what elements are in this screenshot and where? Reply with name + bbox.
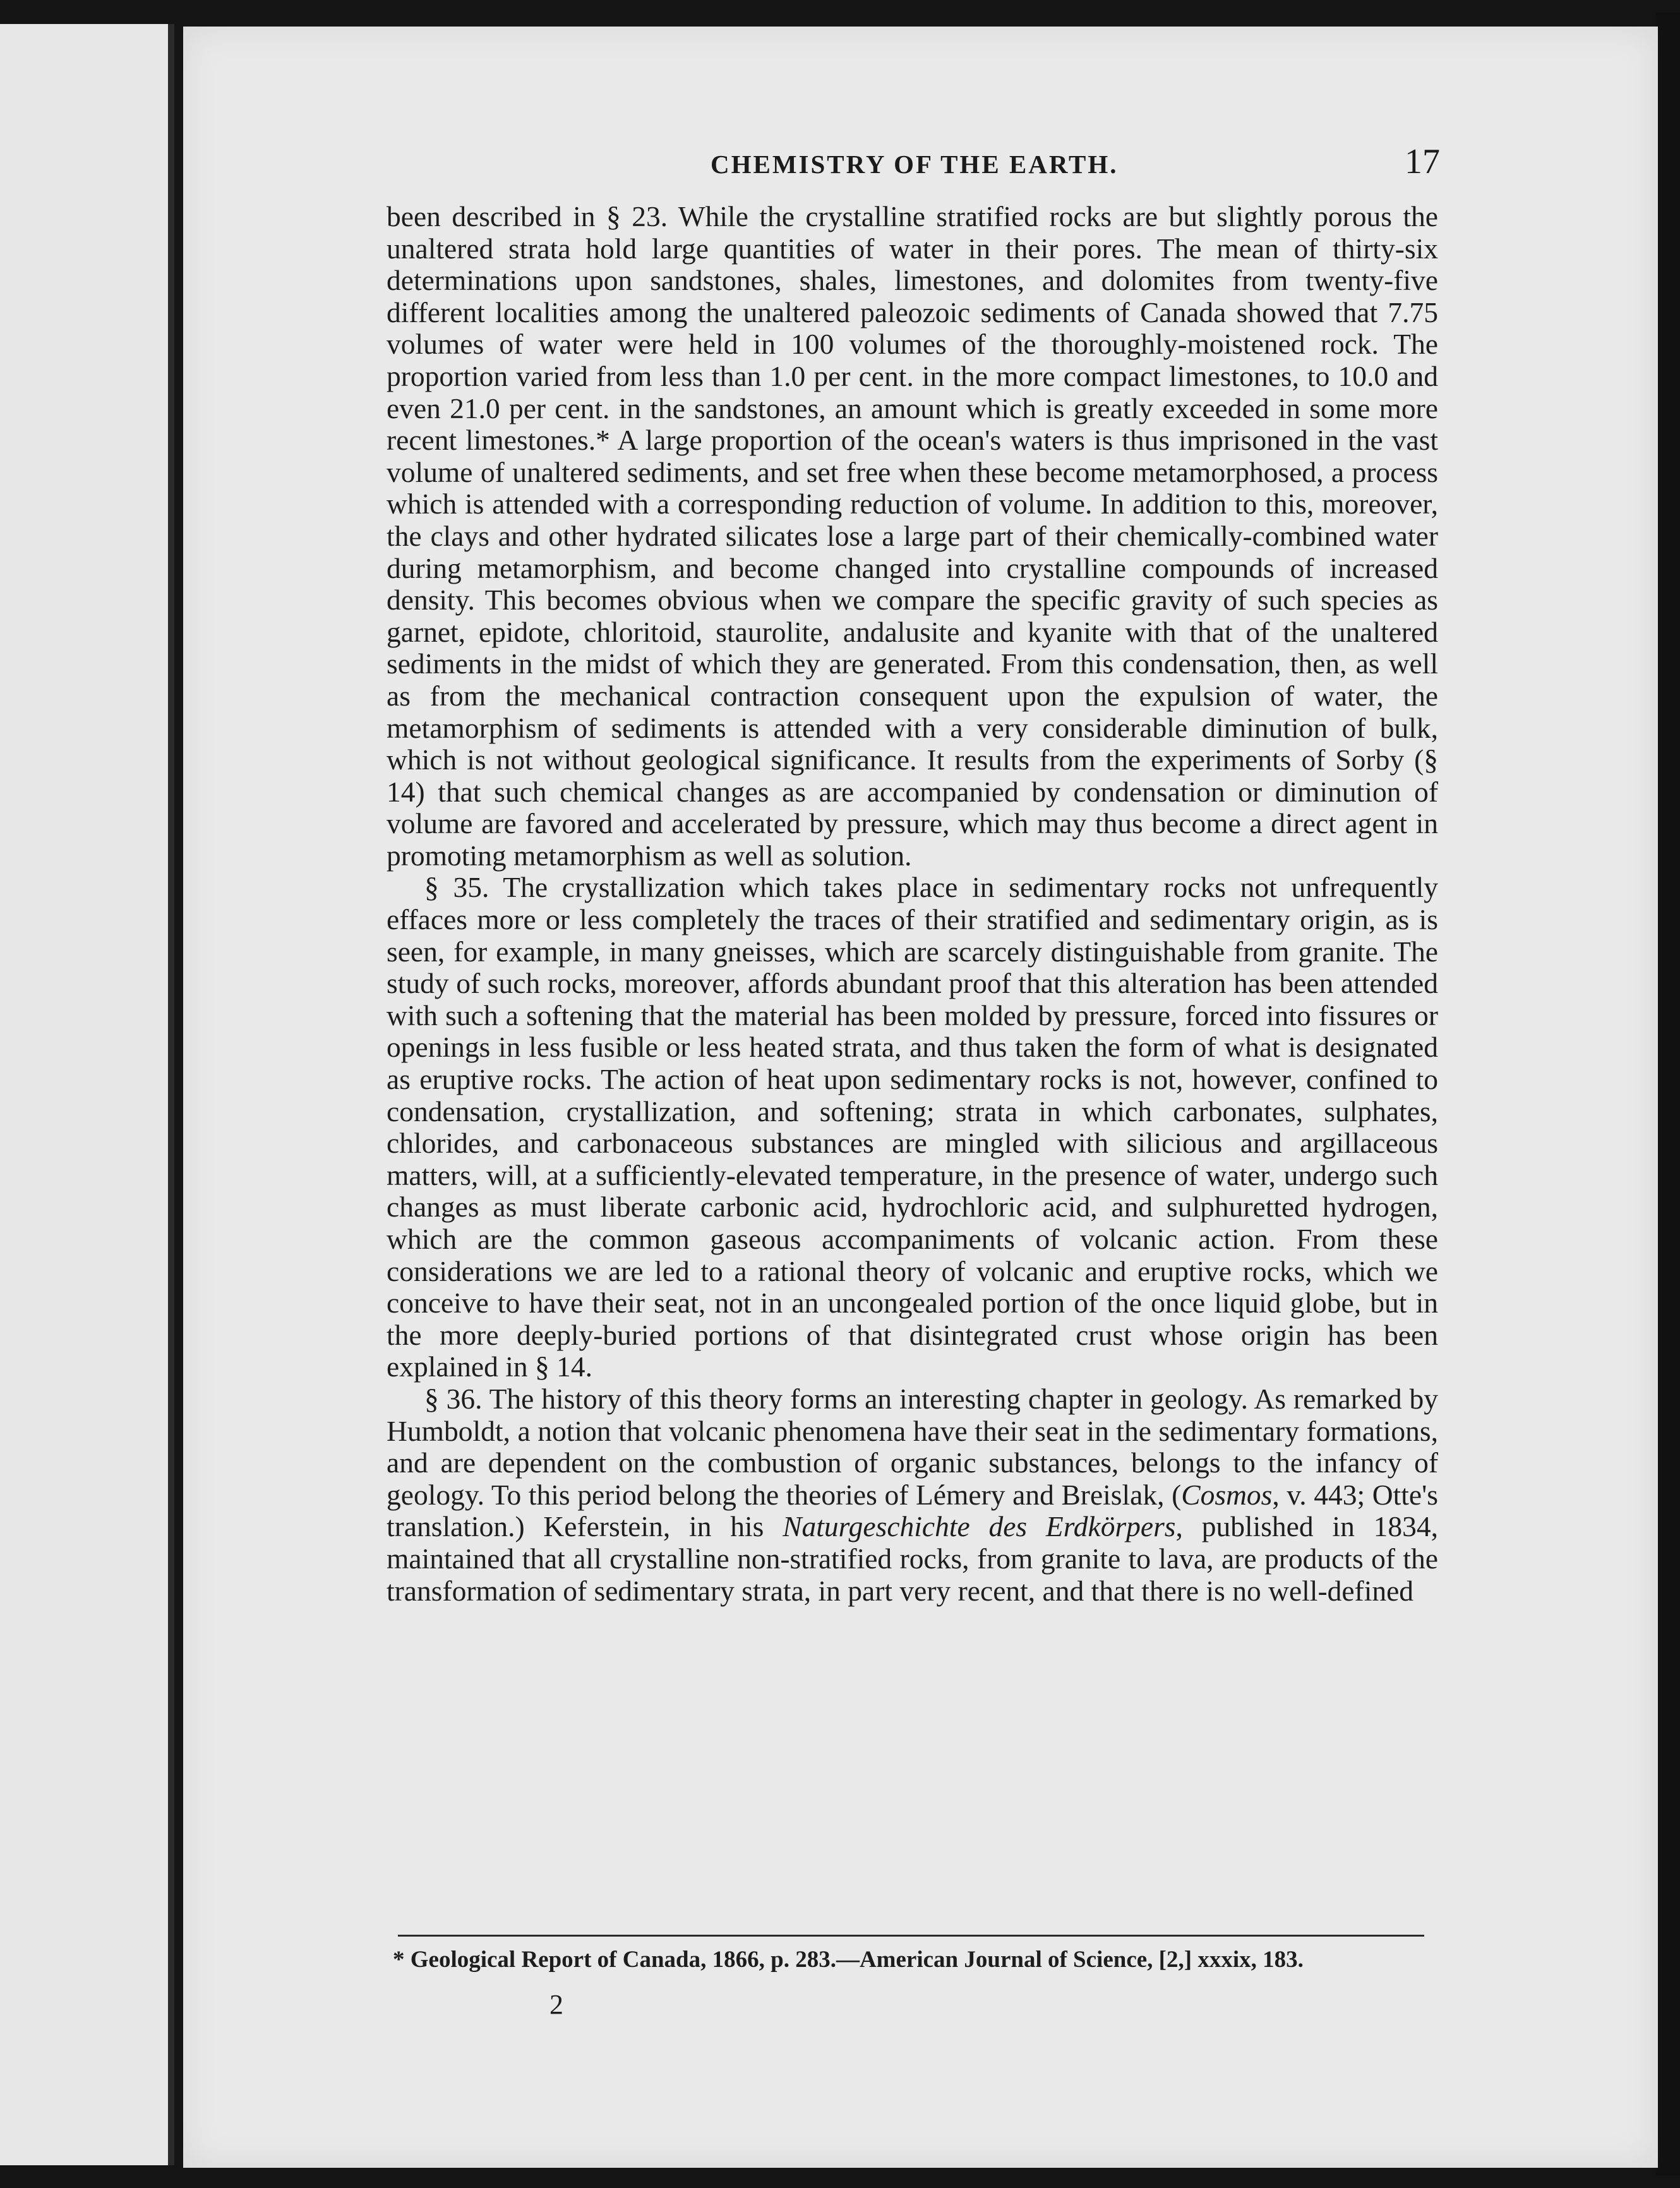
paragraph-text: , published in 1834, maintained that all crystalline non-stratified rocks, from granite to lava, are products of the transformation of sedimentary strata, in part very recent, and that there is no well-defined xyxy=(387,1510,1438,1607)
cosmos-title: Cosmos xyxy=(1181,1478,1273,1511)
paragraph-section-35: § 35. The crystallization which takes place in sedimentary rocks not unfrequently effaces more or less completely the traces of their stratified and sedimentary origin, as is seen, for example, in many gneisses, which are scarcely distinguishable from granite. The study of such rocks, moreover, affords abundant proof that this alteration has been attended with such a softening that the material has been molded by pressure, forced into fissures or openings in less fusible or less heated strata, and thus taken the form of what is designated as eruptive rocks. The action of heat upon sedimentary rocks is not, however, confined to condensation, crystallization, and softening; strata in which carbonates, sulphates, chlorides, and carbonaceous substances are mingled with silicious and argillaceous matters, will, at a sufficiently-elevated temperature, in the presence of water, undergo such changes as must liberate carbonic acid, hydrochloric acid, and sulphuretted hydrogen, which are the common gaseous accompaniments of volcanic action. From these considerations we are led to a rational theory of volcanic and eruptive rocks, which we conceive to have their seat, not in an uncongealed portion of the once liquid globe, but in the more deeply-buried portions of that disintegrated crust whose origin has been explained in § 14. xyxy=(387,871,1438,1383)
signature-mark: 2 xyxy=(549,1989,563,2020)
paragraph-text: § 36. The history of this theory forms an interesting chapter in geology. As remarked by Humboldt, a notion that volcanic phenomena have their seat in the sedimentary formations, and are dependent on the combustion of organic substances, belongs to the infancy of geology. To this period belong the theories of Lémery and Breislak, ( xyxy=(387,1382,1438,1511)
paragraph-section-36 xyxy=(387,1383,1438,1607)
body-text xyxy=(387,201,1438,1607)
scan-border xyxy=(1656,13,1680,2175)
page-number: 17 xyxy=(1405,142,1440,181)
page-header xyxy=(524,124,1440,181)
facing-page-edge xyxy=(0,24,174,2165)
running-head: CHEMISTRY OF THE EARTH. xyxy=(711,150,1119,179)
footnote-rule xyxy=(398,1935,1424,1937)
footnote: * Geological Report of Canada, 1866, p. 283.—American Journal of Science, [2,] xxxix, 183. xyxy=(393,1947,1304,1973)
paragraph-continued: been described in § 23. While the crystalline stratified rocks are but slightly porous the unaltered strata hold large quantities of water in their pores. The mean of thirty-six determinations upon sandstones, shales, limestones, and dolomites from twenty-five different localities among the unaltered paleozoic sediments of Canada showed that 7.75 volumes of water were held in 100 volumes of the thoroughly-moistened rock. The proportion varied from less than 1.0 per cent. in the more compact limestones, to 10.0 and even 21.0 per cent. in the sandstones, an amount which is greatly exceeded in some more recent limestones.* A large proportion of the ocean's waters is thus imprisoned in the vast volume of unaltered sediments, and set free when these become metamorphosed, a process which is attended with a corresponding reduction of volume. In addition to this, moreover, the clays and other hydrated silicates lose a large part of their chemically-combined water during metamorphism, and become changed into crystalline compounds of increased density. This becomes obvious when we compare the specific gravity of such species as garnet, epidote, chloritoid, staurolite, andalusite and kyanite with that of the unaltered sediments in the midst of which they are generated. From this condensation, then, as well as from the mechanical contraction consequent upon the expulsion of water, the metamorphism of sediments is attended with a very considerable diminution of bulk, which is not without geological significance. It results from the experiments of Sorby (§ 14) that such chemical changes as are accompanied by condensation or diminution of volume are favored and accelerated by pressure, which may thus become a direct agent in promoting metamorphism as well as solution. xyxy=(387,200,1438,872)
paragraph-text: , v. 443; Otte's translation.) Keferstein, in his xyxy=(387,1478,1438,1543)
naturgeschichte-title: Naturgeschichte des Erdkörpers xyxy=(783,1510,1176,1543)
